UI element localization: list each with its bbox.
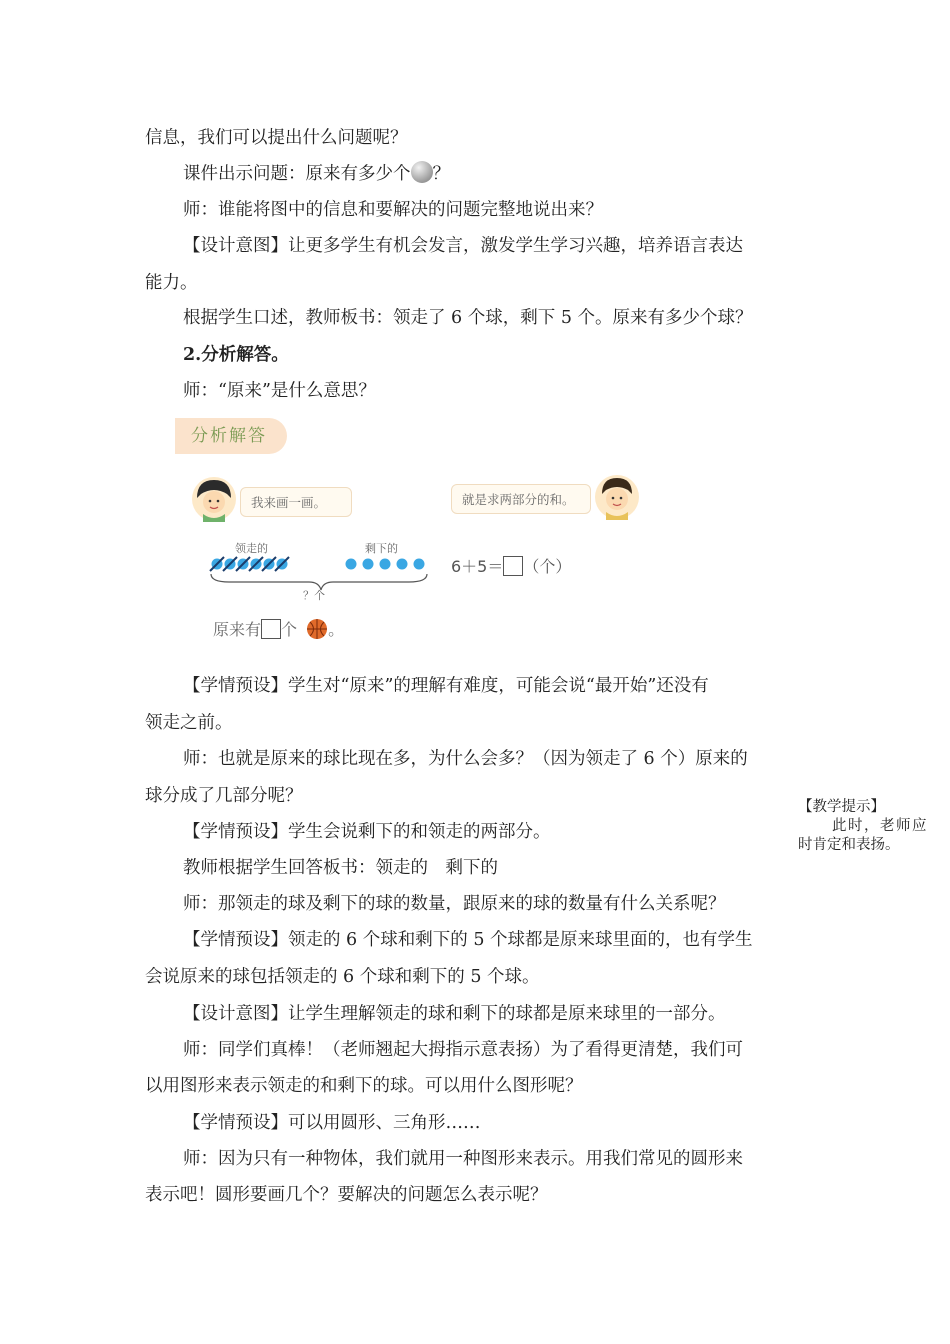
answer-text: 。 <box>328 620 345 639</box>
paragraph: 【学情预设】学生对“原来”的理解有难度，可能会说“最开始”还没有 <box>183 676 709 696</box>
answer-box <box>261 619 281 639</box>
paragraph: 【学情预设】领走的 6 个球和剩下的 5 个球都是原来球里面的，也有学生 <box>183 930 753 950</box>
equation <box>451 554 571 577</box>
figure-banner: 分析解答 <box>175 418 287 454</box>
answer-text: 原来有 <box>213 620 262 639</box>
boy-speech-bubble: 就是求两部分的和。 <box>451 484 591 514</box>
ball-icon <box>411 161 433 183</box>
text: 课件出示问题：原来有多少个 <box>183 164 411 184</box>
teaching-tip-line: 此时，老师应 <box>832 818 928 834</box>
paragraph: 【学情预设】可以用圆形、三角形…… <box>183 1113 481 1133</box>
paragraph: 师：因为只有一种物体，我们就用一种图形来表示。用我们常见的圆形来 <box>183 1149 743 1169</box>
remaining-circle <box>414 559 425 570</box>
paragraph: 师：同学们真棒！（老师翘起大拇指示意表扬）为了看得更清楚，我们可 <box>183 1040 743 1060</box>
paragraph: 师：“原来”是什么意思？ <box>183 381 376 401</box>
basketball-icon <box>306 618 328 640</box>
equation-unit: （个） <box>523 557 572 576</box>
paragraph: 根据学生口述，教师板书：领走了 6 个球，剩下 5 个。原来有多少个球？ <box>183 308 753 328</box>
paragraph: 师：也就是原来的球比现在多，为什么会多？（因为领走了 6 个）原来的 <box>183 749 748 769</box>
paragraph: 教师根据学生回答板书：领走的 剩下的 <box>183 858 498 878</box>
paragraph: 能力。 <box>145 273 198 293</box>
paragraph: 领走之前。 <box>145 713 233 733</box>
remaining-circle <box>380 559 391 570</box>
paragraph <box>183 156 810 192</box>
section-heading: 2.分析解答。 <box>183 345 289 365</box>
label-left: 剩下的 <box>365 542 398 555</box>
remaining-circle <box>397 559 408 570</box>
teaching-tip-title: 【教学提示】 <box>798 799 885 815</box>
answer-line <box>213 617 344 640</box>
paragraph: 以用图形来表示领走的和剩下的球。可以用什么图形呢？ <box>145 1076 583 1096</box>
answer-text: 个 <box>281 620 298 639</box>
paragraph: 会说原来的球包括领走的 6 个球和剩下的 5 个球。 <box>145 967 540 987</box>
paragraph: 【学情预设】学生会说剩下的和领走的两部分。 <box>183 822 551 842</box>
girl-speech-bubble: 我来画一画。 <box>240 487 352 517</box>
girl-avatar-icon <box>191 476 237 522</box>
paragraph: 师：那领走的球及剩下的球的数量，跟原来的球的数量有什么关系呢？ <box>183 894 726 914</box>
paragraph: 信息，我们可以提出什么问题呢？ <box>145 128 408 148</box>
analysis-figure <box>175 412 645 652</box>
brace-label: ？个 <box>303 589 325 602</box>
remaining-circle <box>363 559 374 570</box>
paragraph: 表示吧！圆形要画几个？要解决的问题怎么表示呢？ <box>145 1185 548 1205</box>
remaining-circle <box>346 559 357 570</box>
label-taken: 领走的 <box>235 542 268 555</box>
teaching-tip-line: 时肯定和表扬。 <box>798 837 900 853</box>
text: ？ <box>432 164 450 184</box>
equation-text: 6＋5＝ <box>451 557 504 576</box>
answer-box <box>503 556 523 576</box>
paragraph: 【设计意图】让学生理解领走的球和剩下的球都是原来球里的一部分。 <box>183 1004 726 1024</box>
paragraph: 【设计意图】让更多学生有机会发言，激发学生学习兴趣，培养语言表达 <box>183 236 743 256</box>
teaching-tip <box>798 798 948 855</box>
boy-avatar-icon <box>594 474 640 520</box>
paragraph: 球分成了几部分呢？ <box>145 786 303 806</box>
paragraph: 师：谁能将图中的信息和要解决的问题完整地说出来？ <box>183 200 603 220</box>
